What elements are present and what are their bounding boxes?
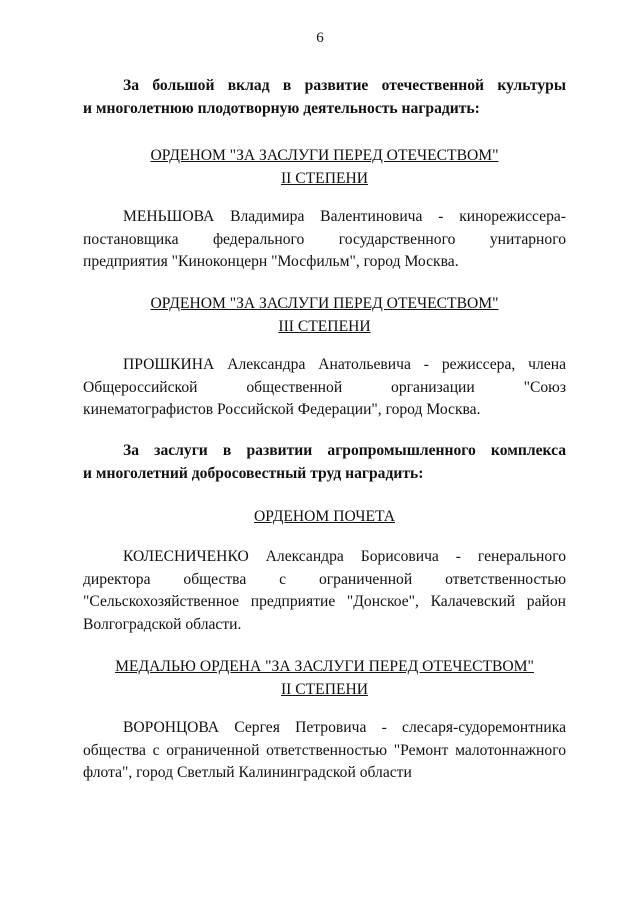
intro-line: За заслуги в развитии агропромышленного комплекса	[123, 442, 566, 459]
award-heading-order-honor	[83, 505, 566, 528]
heading-line: ОРДЕНОМ "ЗА ЗАСЛУГИ ПЕРЕД ОТЕЧЕСТВОМ"	[150, 147, 499, 164]
awardee-line: кинематографистов Российской Федерации", город Москва.	[83, 401, 481, 418]
award-intro-agro	[83, 440, 566, 485]
awardee-line: "Сельскохозяйственное предприятие "Донское", Калачевский район	[83, 593, 566, 610]
awardee-line: МЕНЬШОВА Владимира Валентиновича - кинорежиссера-	[123, 208, 566, 225]
award-heading-order-merit-3	[83, 292, 566, 338]
award-intro-culture	[83, 75, 566, 120]
awardee-vorontsov	[83, 717, 566, 785]
awardee-line: Общероссийской общественной организации "Союз	[83, 378, 566, 396]
award-heading-order-merit-2	[83, 144, 566, 190]
awardee-line: общества с ограниченной ответственностью "Ремонт малотоннажного	[83, 741, 566, 759]
heading-line: ОРДЕНОМ "ЗА ЗАСЛУГИ ПЕРЕД ОТЕЧЕСТВОМ"	[150, 295, 499, 312]
heading-line: ОРДЕНОМ ПОЧЕТА	[253, 508, 395, 525]
awardee-line: Волгоградской области.	[83, 615, 242, 633]
heading-line: МЕДАЛЬЮ ОРДЕНА "ЗА ЗАСЛУГИ ПЕРЕД ОТЕЧЕСТВОМ"	[115, 658, 534, 675]
heading-line: III СТЕПЕНИ	[278, 318, 371, 335]
intro-line: За большой вклад в развитие отечественной культуры	[123, 77, 566, 94]
intro-line: и многолетний добросовестный труд наградить:	[83, 464, 424, 482]
awardee-line: ВОРОНЦОВА Сергея Петровича - слесаря-судоремонтника	[123, 719, 566, 736]
award-heading-medal-order-merit-2	[83, 655, 566, 701]
heading-line: II СТЕПЕНИ	[280, 170, 369, 187]
awardee-menshov	[83, 206, 566, 274]
page-number: 6	[316, 30, 324, 46]
awardee-line: постановщика федерального государственного унитарного	[83, 230, 566, 248]
awardee-line: флота", город Светлый Калининградской области	[83, 764, 412, 781]
awardee-proshkin	[83, 354, 566, 422]
heading-line: II СТЕПЕНИ	[280, 681, 369, 698]
awardee-kolesnichenko	[83, 546, 566, 636]
intro-line: и многолетнюю плодотворную деятельность наградить:	[83, 99, 480, 117]
awardee-line: ПРОШКИНА Александра Анатольевича - режиссера, члена	[123, 356, 566, 373]
awardee-line: КОЛЕСНИЧЕНКО Александра Борисовича - генерального	[123, 548, 566, 565]
awardee-line: директора общества с ограниченной ответственностью	[83, 570, 566, 588]
awardee-line: предприятия "Киноконцерн "Мосфильм", город Москва.	[83, 253, 459, 270]
